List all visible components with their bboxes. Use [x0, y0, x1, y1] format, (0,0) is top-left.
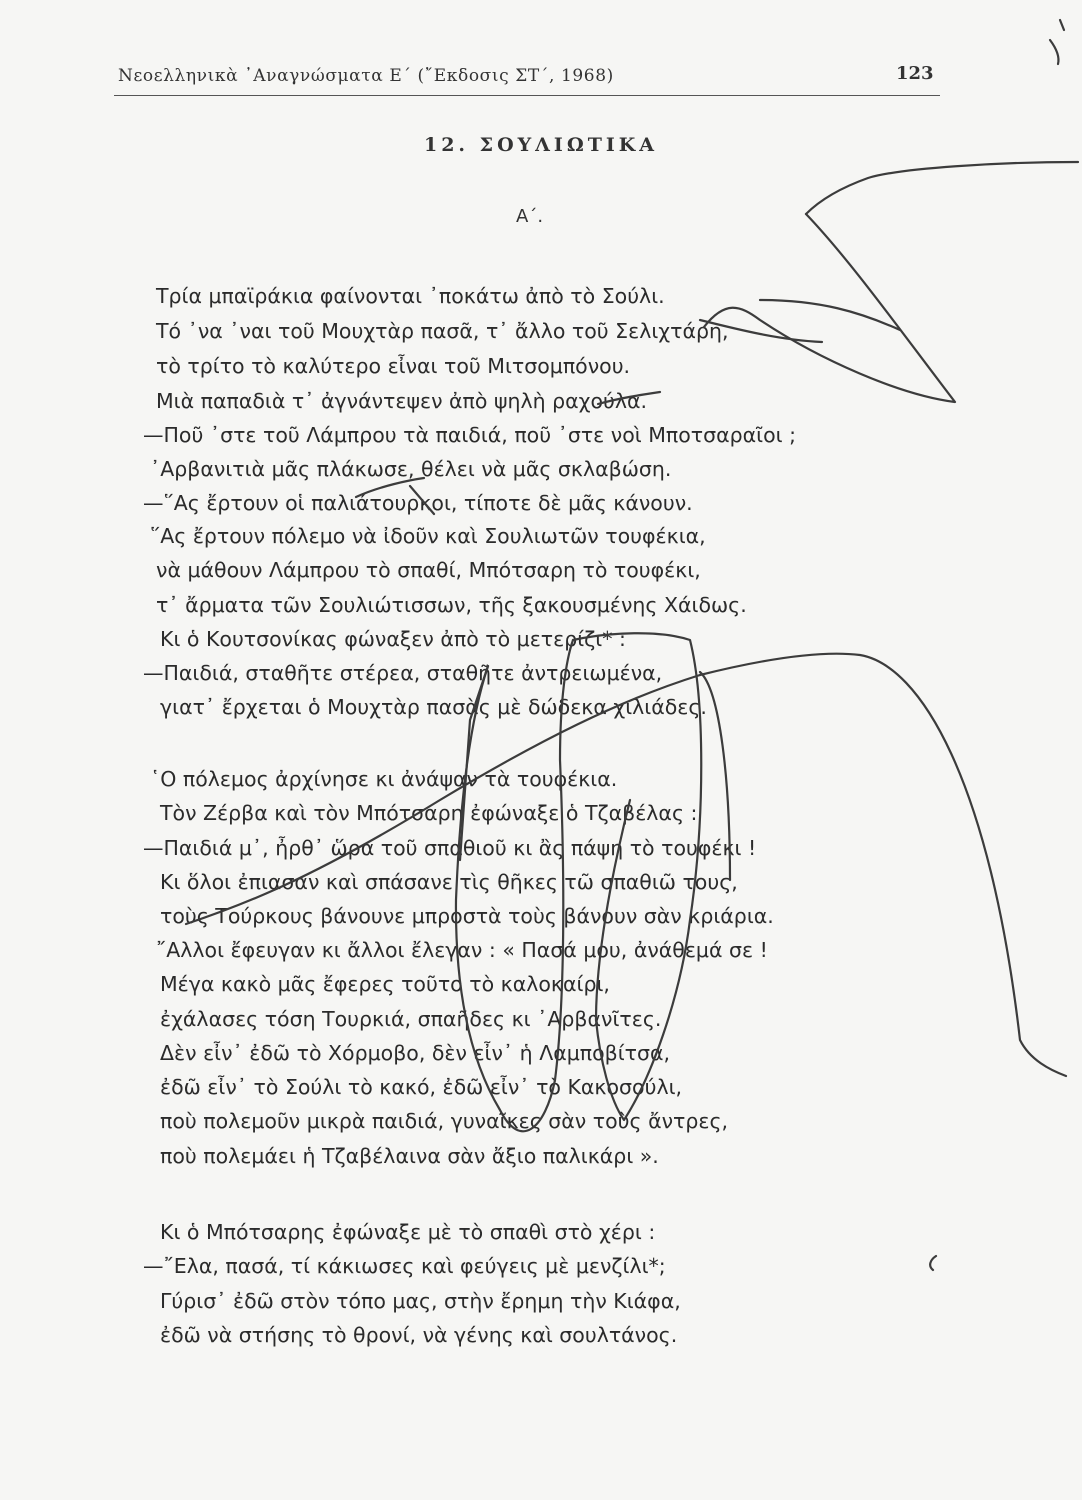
verse-line: Κι ὅλοι ἐπιασαν καὶ σπάσανε τὶς θῆκες τῶ σπαθιῶ τους, — [160, 870, 738, 894]
verse-line: ποὺ πολεμοῦν μικρὰ παιδιά, γυναῖκες σὰν τοὺς ἄντρες, — [160, 1109, 729, 1133]
verse-line: ᾿Αρβανιτιὰ μᾶς πλάκωσε, θέλει νὰ μᾶς σκλαβώση. — [150, 457, 672, 481]
section-label: Α΄. — [516, 206, 544, 227]
verse-line: ἐδῶ εἶν᾿ τὸ Σούλι τὸ κακό, ἐδῶ εἶν᾿ τὸ Κακοσούλι, — [160, 1075, 683, 1099]
verse-line: γιατ᾿ ἔρχεται ὁ Μουχτὰρ πασὰς μὲ δώδεκα χιλιάδες. — [160, 695, 707, 719]
verse-line: ῾Ο πόλεμος ἀρχίνησε κι ἀνάψαν τὰ τουφέκια. — [150, 767, 618, 791]
verse-line: Μιὰ παπαδιὰ τ᾿ ἀγνάντεψεν ἀπὸ ψηλὴ ραχούλα. — [156, 389, 648, 413]
verse-line: —Παιδιά, σταθῆτε στέρεα, σταθῆτε ἀντρειωμένα, — [143, 661, 663, 685]
verse-line: Κι ὁ Κουτσονίκας φώναξεν ἀπὸ τὸ μετερίζι* : — [160, 627, 626, 651]
page-number: 123 — [896, 63, 934, 84]
verse-line: τοὺς Τούρκους βάνουνε μπροστὰ τοὺς βάνουν σὰν κριάρια. — [160, 904, 774, 928]
verse-line: ῞Ας ἔρτουν πόλεμο νὰ ἰδοῦν καὶ Σουλιωτῶν τουφέκια, — [150, 524, 706, 548]
header-divider — [114, 95, 940, 96]
verse-line: —῞Ας ἔρτουν οἱ παλιάτουρκοι, τίποτε δὲ μᾶς κάνουν. — [143, 491, 693, 515]
verse-line: τὸ τρίτο τὸ καλύτερο εἶναι τοῦ Μιτσομπόνου. — [156, 354, 631, 378]
verse-line: Γύρισ᾿ ἐδῶ στὸν τόπο μας, στὴν ἔρημη τὴν Κιάφα, — [160, 1289, 681, 1313]
verse-line: νὰ μάθουν Λάμπρου τὸ σπαθί, Μπότσαρη τὸ τουφέκι, — [156, 558, 701, 582]
verse-line: τ᾿ ἄρματα τῶν Σουλιώτισσων, τῆς ξακουσμένης Χάιδως. — [156, 593, 747, 617]
verse-line: —Ποῦ ᾿στε τοῦ Λάμπρου τὰ παιδιά, ποῦ ᾿στε νοὶ Μποτσαραῖοι ; — [143, 423, 796, 447]
verse-line: Τρία μπαϊράκια φαίνονται ᾿ποκάτω ἀπὸ τὸ Σούλι. — [156, 284, 665, 308]
verse-line: ἐχάλασες τόση Τουρκιά, σπαῆδες κι ᾿Αρβανῖτες. — [160, 1007, 662, 1031]
verse-line: Μέγα κακὸ μᾶς ἔφερες τοῦτο τὸ καλοκαίρι, — [160, 972, 610, 996]
verse-line: Τὸν Ζέρβα καὶ τὸν Μπότσαρη ἐφώναξε ὁ Τζαβέλας : — [160, 801, 698, 825]
verse-line: ἐδῶ νὰ στήσης τὸ θρονί, νὰ γένης καὶ σουλτάνος. — [160, 1323, 678, 1347]
verse-line: Δὲν εἶν᾿ ἐδῶ τὸ Χόρμοβο, δὲν εἶν᾿ ἡ Λαμποβίτσα, — [160, 1041, 671, 1065]
verse-line: ποὺ πολεμάει ἡ Τζαβέλαινα σὰν ἄξιο παλικάρι ». — [160, 1144, 659, 1168]
verse-line: Κι ὁ Μπότσαρης ἐφώναξε μὲ τὸ σπαθὶ στὸ χέρι : — [160, 1220, 656, 1244]
verse-line: ῎Αλλοι ἔφευγαν κι ἄλλοι ἔλεγαν : « Πασά μου, ἀνάθεμά σε ! — [156, 938, 768, 962]
verse-line: Τό ᾿να ᾿ναι τοῦ Μουχτὰρ πασᾶ, τ᾿ ἄλλο τοῦ Σελιχτάρη, — [156, 319, 729, 343]
verse-line: —῎Ελα, πασά, τί κάκιωσες καὶ φεύγεις μὲ μενζίλι*; — [143, 1254, 666, 1278]
running-header: Νεοελληνικὰ ᾿Αναγνώσματα Ε΄ (῎Εκδοσις ΣΤ΄, 1968) — [118, 66, 614, 86]
verse-line: —Παιδιά μ᾿, ἦρθ᾿ ὥρα τοῦ σπαθιοῦ κι ἂς πάψη τὸ τουφέκι ! — [143, 836, 757, 860]
poem-title: 12. ΣΟΥΛΙΩΤΙΚΑ — [423, 134, 659, 156]
